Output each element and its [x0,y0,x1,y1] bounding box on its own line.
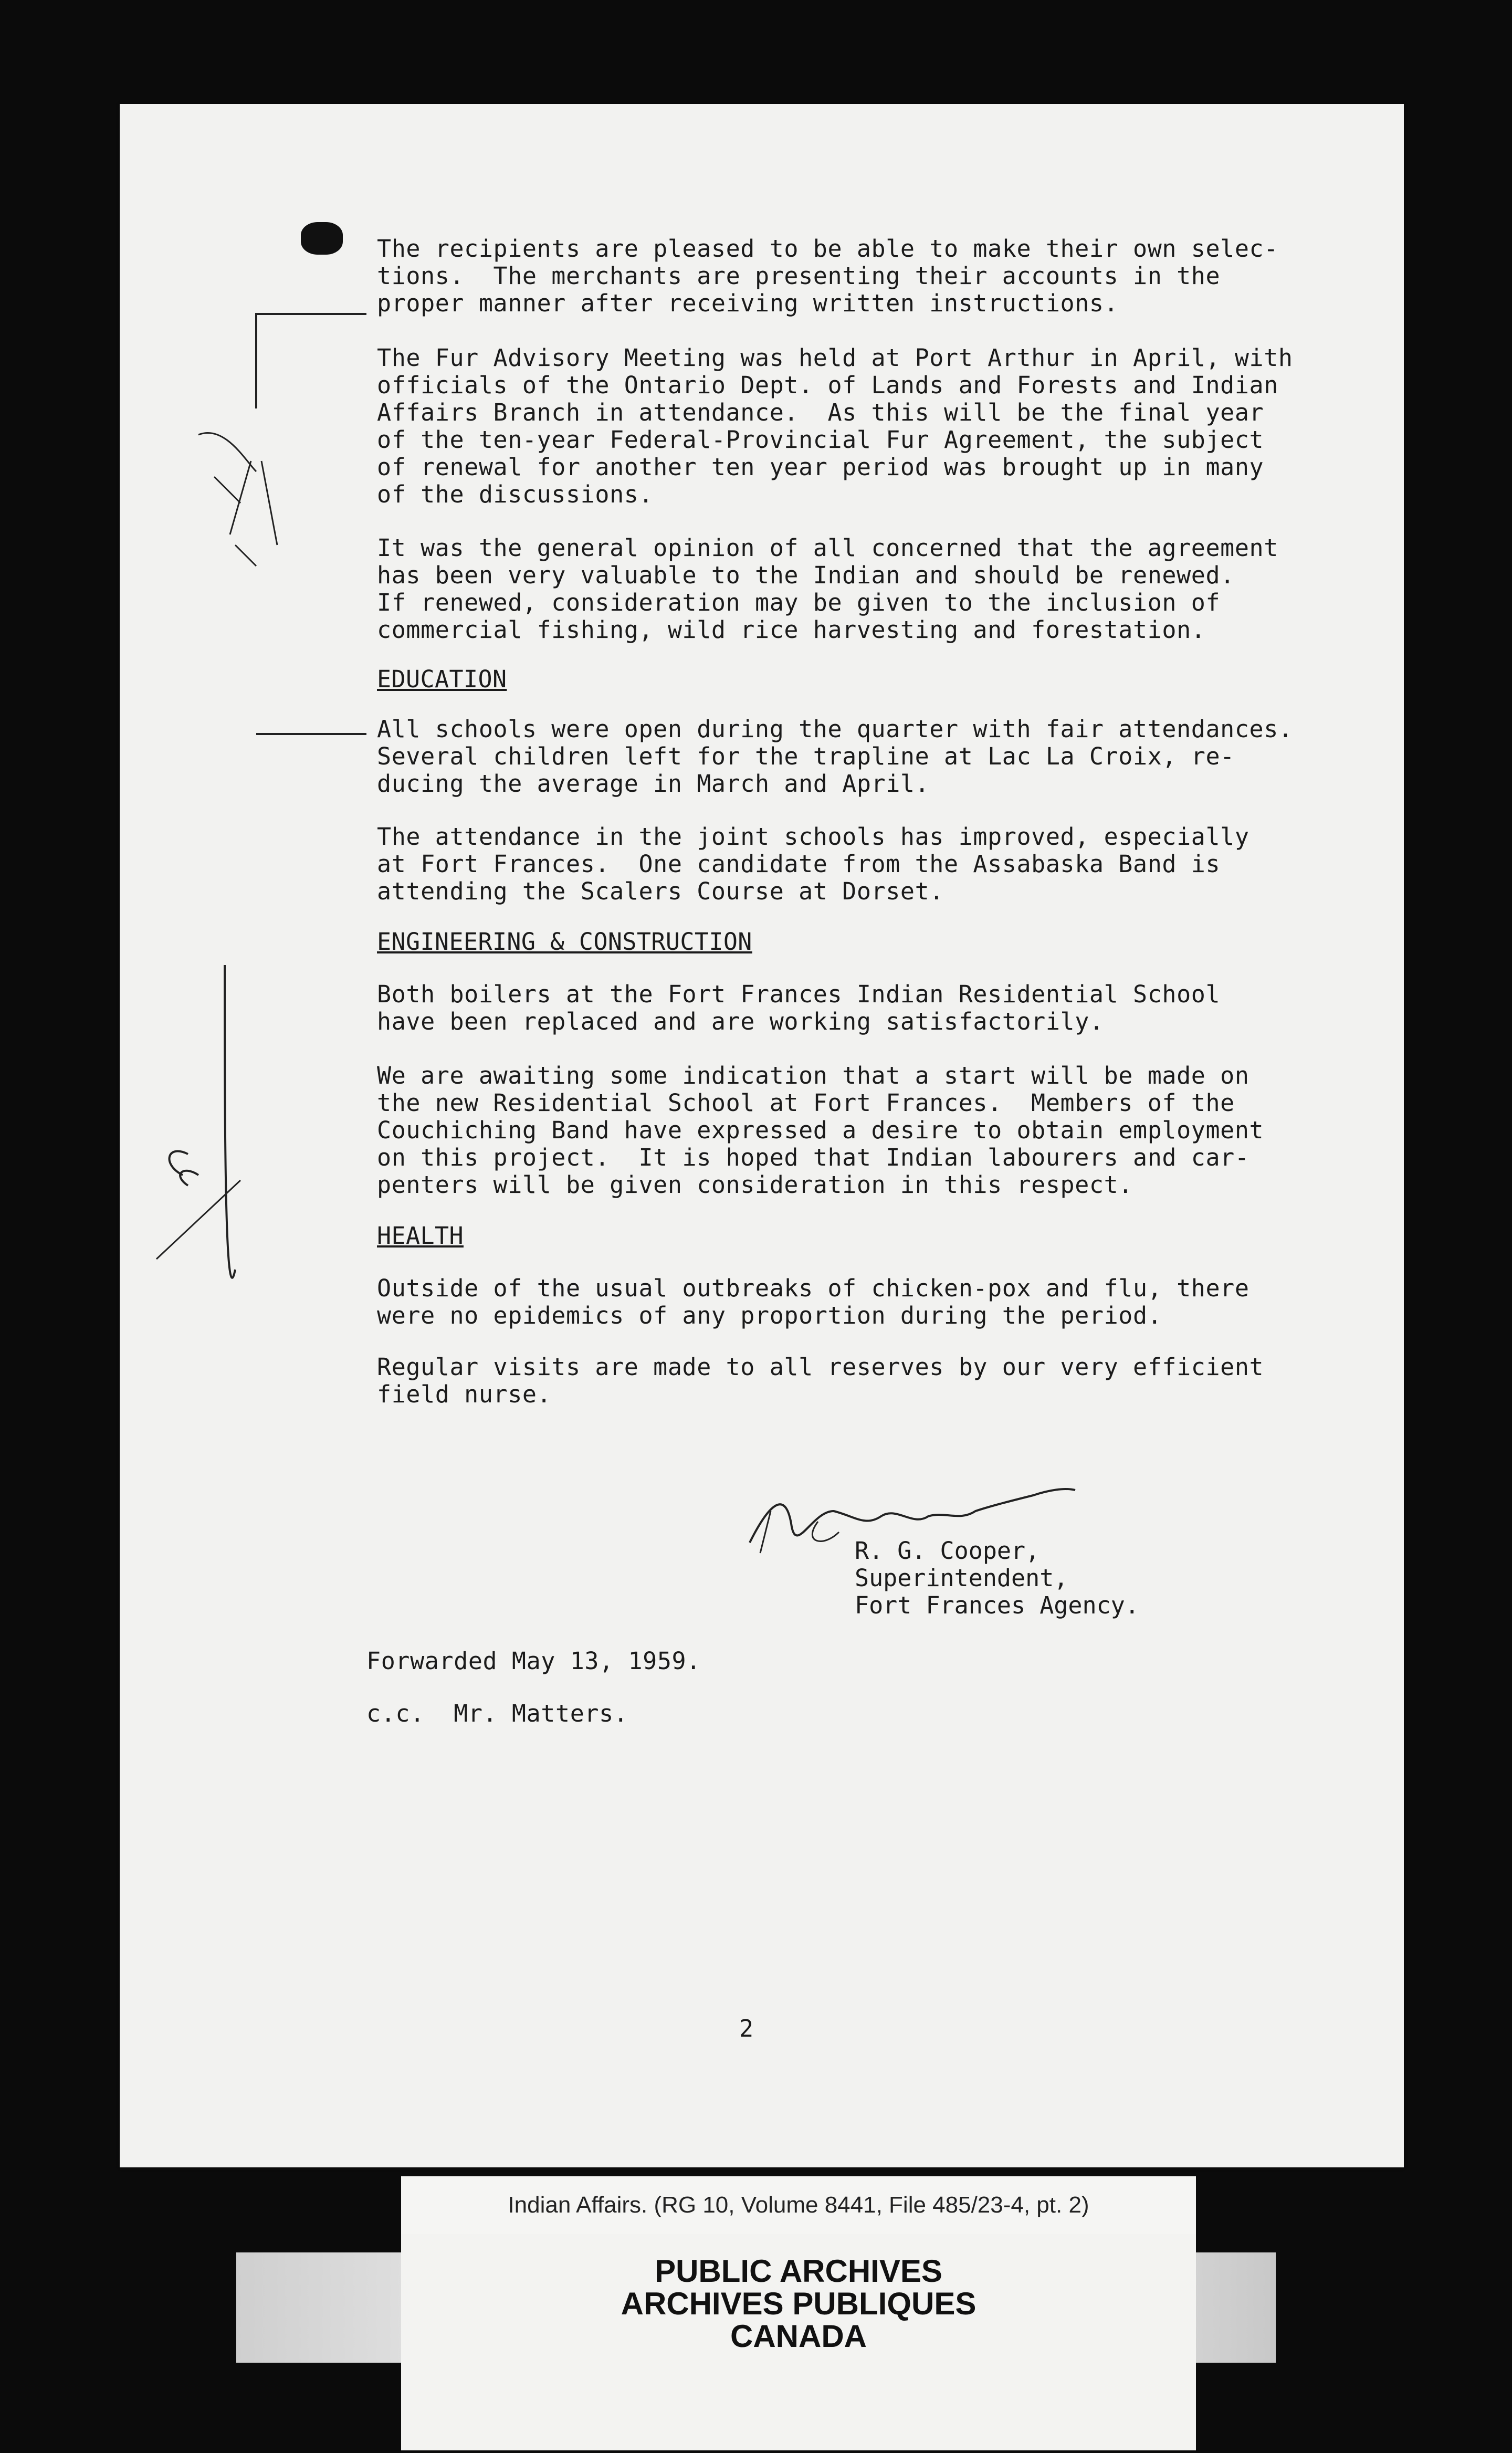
heading-education: EDUCATION [377,665,507,693]
archive-line-publiques: ARCHIVES PUBLIQUES [621,2286,976,2321]
paragraph-merchant-selections: The recipients are pleased to be able to make their own selec- tions. The merchants are presenting their accounts in the proper manner after receiving written instructions. [377,235,1278,317]
signature-agency: Fort Frances Agency. [855,1591,1139,1619]
archive-line-canada: CANADA [730,2319,867,2354]
paragraph-boilers: Both boilers at the Fort Frances Indian Residential School have been replaced and are working satisfactorily. [377,980,1221,1035]
carbon-copy: c.c. Mr. Matters. [366,1700,628,1727]
signature-title: Superintendent, [855,1564,1068,1592]
margin-bracket-engineering [120,955,393,1427]
paragraph-new-residential-school: We are awaiting some indication that a start will be made on the new Residential School at Fort Frances. Members of the Couchiching Band have expressed a desire to obtain employment on this project. It is hoped that Indian labourers and car- penters will be given consideration in this respect. [377,1062,1264,1199]
heading-health: HEALTH [377,1222,464,1250]
paragraph-fur-advisory-meeting: The Fur Advisory Meeting was held at Port Arthur in April, with officials of the Ontario Dept. of Lands and Forests and Indian Affairs Branch in attendance. As this will be the final year of the ten-year Federal-Provincial Fur Agreement, the subject of renewal for another ten year period was brought up in many of the discussions. [377,344,1293,508]
hole-punch-mark [301,222,343,255]
forwarded-date: Forwarded May 13, 1959. [366,1647,701,1675]
archive-stamp [401,2234,1196,2450]
margin-bracket-fur-section [120,303,393,776]
archive-reference-label: Indian Affairs. (RG 10, Volume 8441, File 485/23-4, pt. 2) [401,2176,1196,2234]
paragraph-health-outbreaks: Outside of the usual outbreaks of chicken-pox and flu, there were no epidemics of any proportion during the period. [377,1274,1250,1329]
heading-engineering: ENGINEERING & CONSTRUCTION [377,928,752,956]
paragraph-joint-schools: The attendance in the joint schools has improved, especially at Fort Frances. One candidate from the Assabaska Band is attending the Scalers Course at Dorset. [377,823,1250,905]
paragraph-field-nurse: Regular visits are made to all reserves by our very efficient field nurse. [377,1353,1264,1408]
signature-name: R. G. Cooper, [855,1537,1040,1565]
archive-line-public: PUBLIC ARCHIVES [655,2253,942,2289]
document-page [120,104,1404,2167]
page-number: 2 [739,2015,754,2042]
paragraph-education-attendance: All schools were open during the quarter with fair attendances. Several children left for the trapline at Lac La Croix, re- ducing the average in March and April. [377,715,1293,798]
paragraph-agreement-opinion: It was the general opinion of all concerned that the agreement has been very valuable to the Indian and should be renewed. If renewed, consideration may be given to the inclusion of commercial fishing, wild rice harvesting and forestation. [377,534,1278,644]
